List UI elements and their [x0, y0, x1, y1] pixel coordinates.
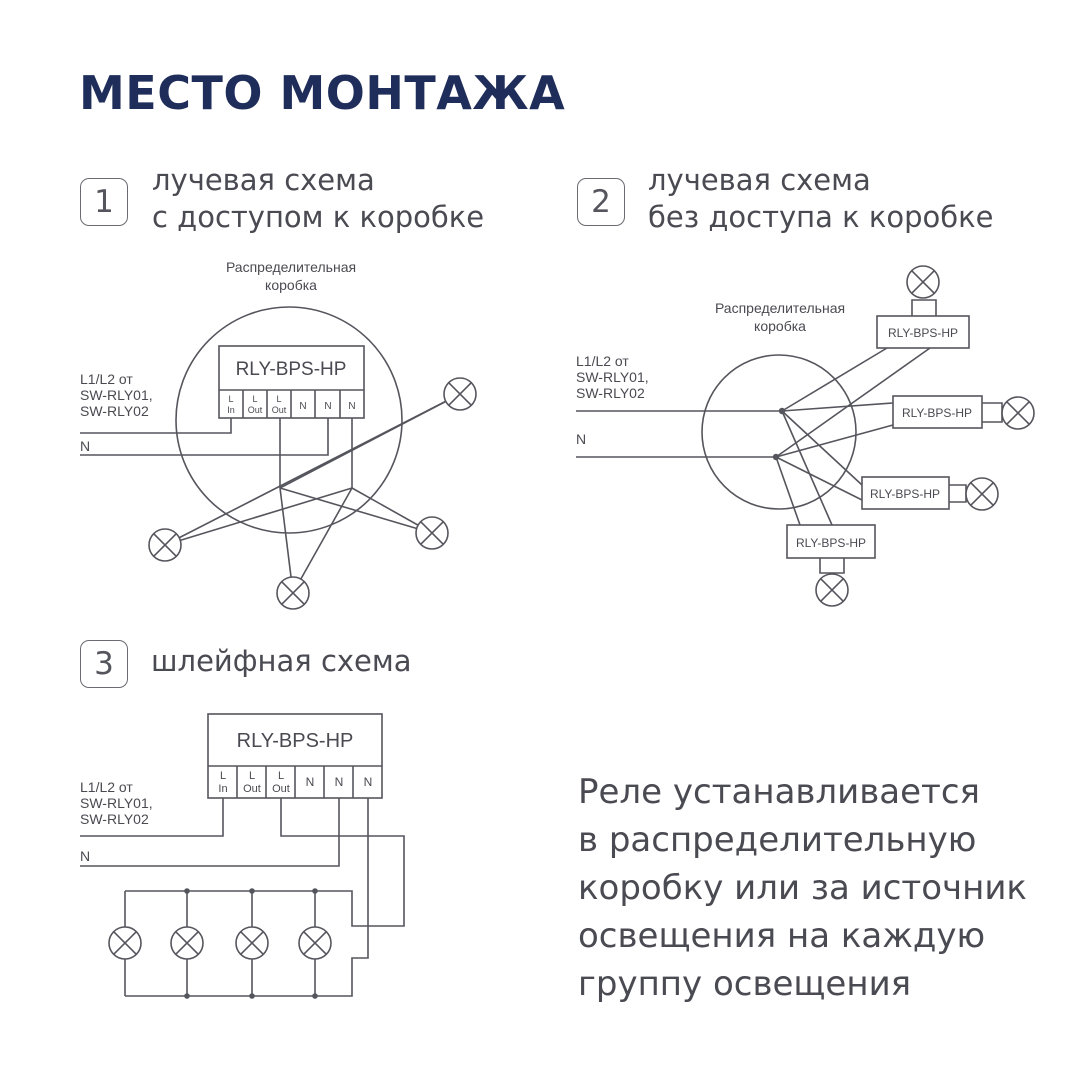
- term-label: L: [277, 770, 285, 782]
- lamp-icon: [109, 927, 141, 959]
- neutral-label-2: N: [576, 431, 587, 447]
- term-label: L: [248, 770, 256, 782]
- term-label: N: [305, 775, 315, 789]
- junction-dot: [312, 993, 318, 999]
- term-label: L: [219, 770, 227, 782]
- relay-name-1: RLY-BPS-HP: [235, 359, 347, 380]
- lamp-icon: [816, 574, 848, 606]
- section-2-heading-line: лучевая схема: [648, 163, 871, 197]
- box-label-2a: Распределительная: [714, 300, 846, 316]
- term-label: L: [228, 394, 234, 404]
- term-label: Out: [271, 405, 287, 415]
- description-line: группу освещения: [578, 964, 912, 1004]
- term-label: Out: [243, 783, 261, 795]
- junction-dot: [773, 454, 779, 460]
- junction-box-1: [176, 307, 402, 533]
- input-label-3b: SW-RLY01,: [80, 795, 153, 811]
- term-label: N: [348, 401, 356, 412]
- term-label: L: [276, 394, 282, 404]
- lamp-icon: [444, 378, 476, 410]
- section-1-heading-line: лучевая схема: [152, 163, 375, 197]
- junction-dot: [779, 408, 785, 414]
- junction-dot: [249, 888, 255, 894]
- neutral-label-1: N: [80, 438, 91, 454]
- lamp-icon: [907, 266, 939, 298]
- lamp-icon: [149, 529, 181, 561]
- lamp-icon: [1002, 397, 1034, 429]
- term-label: N: [299, 401, 307, 412]
- term-label: L: [252, 394, 258, 404]
- term-label: N: [363, 775, 373, 789]
- input-label-2b: SW-RLY01,: [576, 369, 649, 385]
- junction-dot: [249, 993, 255, 999]
- term-label: In: [227, 405, 235, 415]
- input-label-2a: L1/L2 от: [576, 353, 629, 369]
- term-label: Out: [247, 405, 263, 415]
- section-1-number: 1: [80, 178, 128, 226]
- input-label-3c: SW-RLY02: [80, 811, 149, 827]
- relay-name-2: RLY-BPS-HP: [887, 326, 959, 340]
- relay-name-2: RLY-BPS-HP: [869, 487, 941, 501]
- box-label-1b: коробка: [265, 277, 317, 293]
- lamp-icon: [277, 577, 309, 609]
- description-line: коробку или за источник: [578, 868, 1027, 908]
- diagram-2: [576, 266, 1034, 606]
- section-1-heading-line: с доступом к коробке: [152, 200, 485, 234]
- lamp-icon: [236, 927, 268, 959]
- relay-name-2: RLY-BPS-HP: [795, 536, 867, 550]
- page-title: МЕСТО МОНТАЖА: [79, 66, 566, 120]
- section-3-number: 3: [80, 640, 128, 688]
- term-label: Out: [272, 783, 290, 795]
- description-line: Реле устанавливается: [578, 772, 981, 812]
- relay-name-3: RLY-BPS-HP: [236, 730, 354, 752]
- input-label-1c: SW-RLY02: [80, 403, 149, 419]
- input-label-1a: L1/L2 от: [80, 371, 133, 387]
- box-label-1a: Распределительная: [225, 259, 357, 275]
- section-2-number: 2: [577, 178, 625, 226]
- section-3-heading-line: шлейфная схема: [151, 644, 412, 678]
- box-label-2b: коробка: [754, 318, 806, 334]
- relay-name-2: RLY-BPS-HP: [901, 406, 973, 420]
- input-label-1b: SW-RLY01,: [80, 387, 153, 403]
- term-label: N: [324, 401, 332, 412]
- input-label-2c: SW-RLY02: [576, 385, 645, 401]
- description-line: в распределительную: [578, 820, 977, 860]
- diagram-3: [80, 714, 404, 999]
- term-label: In: [218, 783, 228, 795]
- junction-dot: [184, 888, 190, 894]
- lamp-icon: [299, 927, 331, 959]
- term-label: N: [334, 775, 344, 789]
- input-label-3a: L1/L2 от: [80, 779, 133, 795]
- junction-dot: [184, 993, 190, 999]
- lamp-icon: [416, 517, 448, 549]
- lamp-icon: [171, 927, 203, 959]
- lamp-icon: [966, 478, 998, 510]
- diagram-1: [80, 259, 476, 609]
- junction-dot: [312, 888, 318, 894]
- neutral-label-3: N: [80, 848, 91, 864]
- section-2-heading-line: без доступа к коробке: [648, 200, 994, 234]
- description-line: освещения на каждую: [578, 916, 986, 956]
